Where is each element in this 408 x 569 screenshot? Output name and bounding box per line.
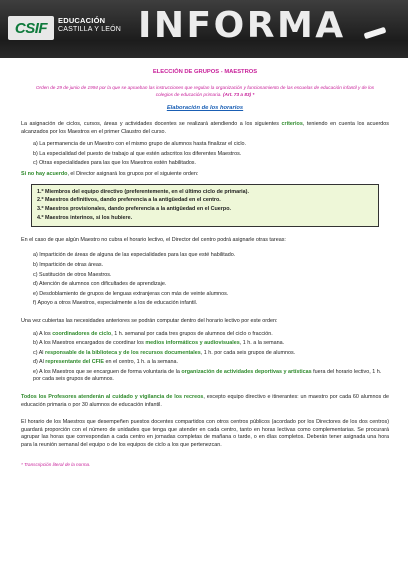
list-item: 4.º Maestros interinos, si los hubiere.	[37, 214, 133, 221]
doc-subtitle: Elaboración de los horarios	[166, 105, 244, 111]
org-name	[58, 16, 121, 34]
tasks-list	[21, 252, 389, 308]
footnote: * Transcripción literal de la norma.	[21, 461, 91, 467]
org-line1: EDUCACIÓN	[58, 16, 106, 25]
csif-logo	[8, 16, 54, 40]
paragraph-hours: Una vez cubiertas las necesidades anteriores se podrán computar dentro del horario lectivo por este orden:	[21, 317, 278, 324]
p1-text-b: , teniendo en cuenta los acuerdos alcanzados por los Maestros en el primer Claustro del curso.	[21, 121, 389, 135]
item-highlight: medios informáticos y audiovisuales	[145, 340, 240, 347]
logo-text: CSIF	[14, 19, 48, 37]
list-item: c) Sustitución de otros Maestros.	[33, 271, 112, 278]
paragraph-tasks: En el caso de que algún Maestro no cubra el horario lectivo, el Director del centro podrá asignarle otras tareas:	[21, 236, 286, 243]
item-highlight: organización de actividades deportivas y artísticas	[181, 368, 312, 375]
list-item: a) La permanencia de un Maestro con el mismo grupo de alumnos hasta finalizar el ciclo.	[33, 141, 247, 148]
doc-title: ELECCIÓN DE GRUPOS - MAESTROS	[152, 69, 258, 75]
item-text-a: a) A los	[33, 330, 53, 337]
list-item: 2.º Maestros definitivos, dando preferencia a la antigüedad en el centro.	[37, 197, 221, 204]
list-item: a) Impartición de áreas de alguna de las especialidades para las que esté habilitado.	[33, 252, 236, 259]
item-text-b: fuera del horario lectivo, 1 h. por cada seis grupos de alumnos.	[33, 368, 382, 383]
paragraph-shared-teachers: El horario de los Maestros que desempeñen puestos docentes compartidos con otros centros públicos (acordado por los Directores de los dos centros) guardará proporción con el número de unidades que tenga que atender en cada centro, tanto en horas lectivas como complementarias. Se procurará agrupar las horas que correspondan a cada centro en jornadas completas de mañana o tarde, o en días completos. Deberán tener asignada una hora para la reunión semanal del equipo o de los equipos de ciclo a los que pertenezcan.	[21, 419, 389, 449]
paragraph-criteria	[21, 121, 389, 136]
item-text-a: b) A los Maestros encargados de coordinar los	[33, 340, 146, 347]
item-highlight: responsable de la biblioteca y de los recursos documentales	[44, 349, 201, 356]
intro-mark: *	[252, 92, 255, 97]
criteria-list	[21, 141, 389, 168]
item-text-b: , 1 h. a la semana.	[239, 340, 285, 347]
item-text-b: , 1 h. por cada seis grupos de alumnos.	[200, 349, 296, 356]
list-item	[33, 340, 389, 348]
chalk-icon	[364, 27, 387, 40]
list-item: c) Otras especialidades para las que los Maestros estén habilitados.	[33, 160, 197, 167]
header-title: INFORMA	[138, 5, 346, 46]
p5-highlight: Todos los Profesores atenderán al cuidado y vigilancia de los recreos	[21, 394, 204, 401]
item-text-b: en el centro, 1 h. a la semana.	[104, 359, 179, 366]
p1-highlight: criterios	[281, 121, 303, 127]
list-item: b) Impartición de otras áreas.	[33, 261, 104, 268]
paragraph-no-agreement	[21, 171, 389, 179]
list-item: e) Desdoblamiento de grupos de lenguas extranjeras con más de veinte alumnos.	[33, 290, 229, 297]
list-item	[33, 331, 389, 339]
item-text-a: d) Al	[33, 359, 46, 366]
intro-ref: (Art. 73 a 83)	[222, 92, 252, 97]
p5-text: , excepto equipo directivo e itinerantes: un maestro por cada 60 alumnos de educación primaria o por 30 alumnos de educación infantil.	[21, 394, 390, 408]
list-item: f) Apoyo a otros Maestros, especialmente a los de educación infantil.	[33, 300, 198, 307]
priority-box	[31, 184, 379, 227]
list-item: d) Atención de alumnos con dificultades de aprendizaje.	[33, 281, 167, 288]
header-banner	[0, 0, 408, 58]
p2-highlight: Si no hay acuerdo	[21, 170, 68, 177]
list-item	[33, 359, 389, 367]
document-body	[21, 64, 389, 467]
item-text-a: e) A los Maestros que se encarguen de forma voluntaria de la	[33, 368, 182, 375]
list-item: 3.º Maestros provisionales, dando preferencia a la antigüedad en el Cuerpo.	[37, 206, 231, 213]
list-item	[33, 369, 389, 384]
hours-list	[21, 331, 389, 385]
org-line2: CASTILLA Y LEÓN	[58, 26, 122, 33]
item-text-b: , 1 h. semanal por cada tres grupos de alumnos del ciclo o fracción.	[111, 330, 273, 337]
item-highlight: representante del CFIE	[45, 359, 105, 366]
intro-text: Orden de 29 de junio de 1994 por la que se aprueban las instrucciones que regulan la organización y funcionamiento de las escuelas de educación infantil y de los colegios de educación primaria.	[35, 85, 375, 97]
list-item: b) La especialidad del puesto de trabajo al que estén adscritos los diferentes Maestros.	[33, 150, 242, 157]
paragraph-recess	[21, 394, 389, 409]
doc-intro	[27, 84, 383, 98]
p2-text: , el Director asignará los grupos por el siguiente orden:	[67, 170, 199, 177]
list-item	[33, 350, 389, 358]
item-highlight: coordinadores de ciclo	[52, 330, 112, 337]
list-item: 1.º Miembros del equipo directivo (preferentemente, en el último ciclo de primaria).	[37, 188, 249, 195]
p1-text-a: La asignación de ciclos, cursos, áreas y actividades docentes se realizará atendiendo a los siguientes	[21, 121, 279, 127]
item-text-a: c) Al	[33, 349, 45, 356]
